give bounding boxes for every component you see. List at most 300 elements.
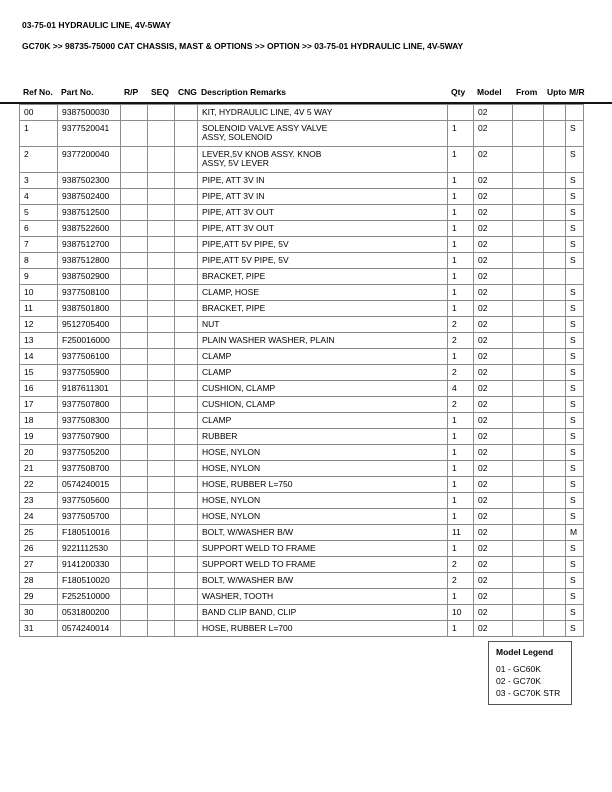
cell-from bbox=[513, 221, 544, 237]
cell-upto bbox=[544, 317, 566, 333]
cell-description bbox=[198, 589, 448, 605]
cell-rp bbox=[121, 205, 148, 221]
cell-ref-no: 5 bbox=[20, 205, 58, 221]
table-row bbox=[20, 429, 584, 445]
cell-seq bbox=[148, 413, 175, 429]
cell-cng bbox=[175, 205, 198, 221]
description-line: BOLT, W/WASHER B/W bbox=[202, 574, 294, 585]
cell-rp bbox=[121, 621, 148, 637]
cell-qty: 1 bbox=[448, 477, 474, 493]
cell-part-no: 0531800200 bbox=[58, 605, 121, 621]
cell-mr: S bbox=[566, 429, 584, 445]
cell-mr: S bbox=[566, 381, 584, 397]
cell-part-no: 9377505700 bbox=[58, 509, 121, 525]
cell-seq bbox=[148, 557, 175, 573]
cell-cng bbox=[175, 445, 198, 461]
cell-mr: S bbox=[566, 557, 584, 573]
cell-cng bbox=[175, 557, 198, 573]
cell-rp bbox=[121, 317, 148, 333]
cell-part-no: 0574240014 bbox=[58, 621, 121, 637]
cell-upto bbox=[544, 221, 566, 237]
cell-mr: S bbox=[566, 477, 584, 493]
cell-seq bbox=[148, 147, 175, 173]
cell-ref-no: 31 bbox=[20, 621, 58, 637]
cell-part-no: 9377505200 bbox=[58, 445, 121, 461]
cell-part-no: F252510000 bbox=[58, 589, 121, 605]
column-header-upto: Upto bbox=[547, 87, 567, 97]
cell-ref-no: 18 bbox=[20, 413, 58, 429]
cell-upto bbox=[544, 173, 566, 189]
cell-seq bbox=[148, 397, 175, 413]
cell-description bbox=[198, 349, 448, 365]
cell-cng bbox=[175, 413, 198, 429]
cell-from bbox=[513, 397, 544, 413]
cell-ref-no: 12 bbox=[20, 317, 58, 333]
cell-seq bbox=[148, 333, 175, 349]
cell-cng bbox=[175, 285, 198, 301]
cell-description bbox=[198, 189, 448, 205]
cell-upto bbox=[544, 589, 566, 605]
column-header-qty: Qty bbox=[451, 87, 466, 97]
cell-model: 02 bbox=[474, 621, 513, 637]
table-row bbox=[20, 445, 584, 461]
model-legend-item: 03 - GC70K STR bbox=[496, 688, 561, 698]
cell-part-no: 9387502400 bbox=[58, 189, 121, 205]
cell-mr: S bbox=[566, 301, 584, 317]
cell-model: 02 bbox=[474, 381, 513, 397]
page-title: 03-75-01 HYDRAULIC LINE, 4V-5WAY bbox=[22, 20, 171, 30]
cell-cng bbox=[175, 269, 198, 285]
cell-upto bbox=[544, 621, 566, 637]
cell-seq bbox=[148, 445, 175, 461]
cell-cng bbox=[175, 381, 198, 397]
cell-description bbox=[198, 221, 448, 237]
cell-description bbox=[198, 429, 448, 445]
cell-model: 02 bbox=[474, 269, 513, 285]
cell-seq bbox=[148, 509, 175, 525]
table-row bbox=[20, 301, 584, 317]
table-row bbox=[20, 121, 584, 147]
table-row bbox=[20, 397, 584, 413]
cell-mr: S bbox=[566, 189, 584, 205]
cell-upto bbox=[544, 205, 566, 221]
cell-mr bbox=[566, 269, 584, 285]
description-line: PLAIN WASHER WASHER, PLAIN bbox=[202, 334, 335, 345]
cell-upto bbox=[544, 397, 566, 413]
cell-description bbox=[198, 317, 448, 333]
cell-from bbox=[513, 461, 544, 477]
cell-mr: S bbox=[566, 333, 584, 349]
cell-seq bbox=[148, 301, 175, 317]
cell-cng bbox=[175, 493, 198, 509]
cell-from bbox=[513, 269, 544, 285]
cell-model: 02 bbox=[474, 253, 513, 269]
cell-model: 02 bbox=[474, 301, 513, 317]
table-row bbox=[20, 147, 584, 173]
cell-upto bbox=[544, 573, 566, 589]
cell-from bbox=[513, 493, 544, 509]
column-header-from: From bbox=[516, 87, 538, 97]
cell-cng bbox=[175, 121, 198, 147]
cell-description bbox=[198, 253, 448, 269]
table-row bbox=[20, 557, 584, 573]
cell-model: 02 bbox=[474, 221, 513, 237]
cell-cng bbox=[175, 541, 198, 557]
cell-part-no: 9377507800 bbox=[58, 397, 121, 413]
cell-model: 02 bbox=[474, 413, 513, 429]
cell-from bbox=[513, 621, 544, 637]
description-line: PIPE, ATT 3V OUT bbox=[202, 206, 274, 217]
description-line: LEVER,5V KNOB ASSY. KNOB bbox=[202, 148, 322, 159]
cell-description bbox=[198, 237, 448, 253]
cell-seq bbox=[148, 589, 175, 605]
cell-seq bbox=[148, 605, 175, 621]
cell-model: 02 bbox=[474, 557, 513, 573]
cell-mr: S bbox=[566, 461, 584, 477]
cell-description bbox=[198, 301, 448, 317]
cell-description bbox=[198, 509, 448, 525]
cell-mr: S bbox=[566, 605, 584, 621]
cell-model: 02 bbox=[474, 477, 513, 493]
cell-rp bbox=[121, 237, 148, 253]
table-row bbox=[20, 253, 584, 269]
cell-from bbox=[513, 525, 544, 541]
cell-rp bbox=[121, 477, 148, 493]
column-header-ref-no: Ref No. bbox=[23, 87, 53, 97]
cell-seq bbox=[148, 573, 175, 589]
cell-from bbox=[513, 253, 544, 269]
cell-ref-no: 10 bbox=[20, 285, 58, 301]
cell-from bbox=[513, 237, 544, 253]
cell-seq bbox=[148, 493, 175, 509]
cell-qty: 1 bbox=[448, 173, 474, 189]
cell-rp bbox=[121, 445, 148, 461]
cell-model: 02 bbox=[474, 573, 513, 589]
cell-qty: 1 bbox=[448, 301, 474, 317]
cell-mr: S bbox=[566, 445, 584, 461]
table-row bbox=[20, 221, 584, 237]
cell-part-no: 9387512700 bbox=[58, 237, 121, 253]
cell-from bbox=[513, 573, 544, 589]
cell-cng bbox=[175, 349, 198, 365]
cell-upto bbox=[544, 349, 566, 365]
cell-ref-no: 28 bbox=[20, 573, 58, 589]
cell-qty: 2 bbox=[448, 365, 474, 381]
table-row bbox=[20, 205, 584, 221]
cell-seq bbox=[148, 285, 175, 301]
cell-rp bbox=[121, 253, 148, 269]
cell-model: 02 bbox=[474, 105, 513, 121]
header-row bbox=[19, 82, 583, 97]
cell-seq bbox=[148, 189, 175, 205]
cell-rp bbox=[121, 365, 148, 381]
cell-ref-no: 13 bbox=[20, 333, 58, 349]
cell-from bbox=[513, 349, 544, 365]
cell-upto bbox=[544, 413, 566, 429]
parts-table bbox=[19, 104, 584, 637]
column-header-seq: SEQ bbox=[151, 87, 169, 97]
cell-qty: 1 bbox=[448, 221, 474, 237]
cell-description bbox=[198, 605, 448, 621]
cell-ref-no: 8 bbox=[20, 253, 58, 269]
description-line: SUPPORT WELD TO FRAME bbox=[202, 558, 316, 569]
cell-seq bbox=[148, 105, 175, 121]
cell-seq bbox=[148, 121, 175, 147]
cell-part-no: F180510016 bbox=[58, 525, 121, 541]
cell-cng bbox=[175, 333, 198, 349]
cell-part-no: 9221112530 bbox=[58, 541, 121, 557]
table-row bbox=[20, 477, 584, 493]
cell-part-no: 0574240015 bbox=[58, 477, 121, 493]
cell-description bbox=[198, 573, 448, 589]
cell-rp bbox=[121, 147, 148, 173]
cell-seq bbox=[148, 365, 175, 381]
cell-upto bbox=[544, 365, 566, 381]
cell-model: 02 bbox=[474, 429, 513, 445]
cell-upto bbox=[544, 253, 566, 269]
description-line: HOSE, NYLON bbox=[202, 494, 261, 505]
cell-qty: 1 bbox=[448, 237, 474, 253]
description-line: BRACKET, PIPE bbox=[202, 270, 266, 281]
cell-upto bbox=[544, 605, 566, 621]
cell-rp bbox=[121, 557, 148, 573]
cell-description bbox=[198, 105, 448, 121]
cell-upto bbox=[544, 541, 566, 557]
description-line: WASHER, TOOTH bbox=[202, 590, 274, 601]
cell-mr: S bbox=[566, 205, 584, 221]
cell-seq bbox=[148, 461, 175, 477]
cell-upto bbox=[544, 525, 566, 541]
cell-qty: 1 bbox=[448, 509, 474, 525]
cell-ref-no: 20 bbox=[20, 445, 58, 461]
table-row bbox=[20, 317, 584, 333]
cell-part-no: 9377200040 bbox=[58, 147, 121, 173]
description-line: CUSHION, CLAMP bbox=[202, 382, 276, 393]
cell-from bbox=[513, 589, 544, 605]
cell-upto bbox=[544, 557, 566, 573]
cell-description bbox=[198, 621, 448, 637]
table-row bbox=[20, 349, 584, 365]
model-legend-items bbox=[496, 663, 569, 699]
cell-mr: S bbox=[566, 237, 584, 253]
cell-part-no: 9187611301 bbox=[58, 381, 121, 397]
cell-mr: S bbox=[566, 589, 584, 605]
cell-mr: M bbox=[566, 525, 584, 541]
cell-part-no: 9512705400 bbox=[58, 317, 121, 333]
cell-qty: 1 bbox=[448, 189, 474, 205]
cell-qty: 2 bbox=[448, 317, 474, 333]
table-row bbox=[20, 173, 584, 189]
cell-upto bbox=[544, 477, 566, 493]
cell-ref-no: 26 bbox=[20, 541, 58, 557]
cell-model: 02 bbox=[474, 147, 513, 173]
cell-rp bbox=[121, 605, 148, 621]
cell-rp bbox=[121, 397, 148, 413]
description-line: CLAMP bbox=[202, 350, 232, 361]
cell-qty: 2 bbox=[448, 557, 474, 573]
cell-cng bbox=[175, 105, 198, 121]
cell-rp bbox=[121, 221, 148, 237]
cell-seq bbox=[148, 237, 175, 253]
cell-ref-no: 9 bbox=[20, 269, 58, 285]
column-header-description: Description Remarks bbox=[201, 87, 287, 97]
description-line: KIT, HYDRAULIC LINE, 4V 5 WAY bbox=[202, 106, 333, 117]
cell-ref-no: 16 bbox=[20, 381, 58, 397]
cell-rp bbox=[121, 121, 148, 147]
cell-cng bbox=[175, 237, 198, 253]
cell-rp bbox=[121, 285, 148, 301]
table-row bbox=[20, 365, 584, 381]
table-row bbox=[20, 589, 584, 605]
table-row bbox=[20, 237, 584, 253]
column-header-rp: R/P bbox=[124, 87, 139, 97]
cell-upto bbox=[544, 461, 566, 477]
description-line: CLAMP bbox=[202, 366, 232, 377]
column-header-mr: M/R bbox=[569, 87, 585, 97]
cell-model: 02 bbox=[474, 605, 513, 621]
cell-cng bbox=[175, 301, 198, 317]
cell-part-no: 9377508300 bbox=[58, 413, 121, 429]
cell-rp bbox=[121, 381, 148, 397]
cell-ref-no: 30 bbox=[20, 605, 58, 621]
cell-cng bbox=[175, 525, 198, 541]
cell-seq bbox=[148, 381, 175, 397]
table-row bbox=[20, 381, 584, 397]
cell-qty: 1 bbox=[448, 445, 474, 461]
cell-ref-no: 11 bbox=[20, 301, 58, 317]
cell-cng bbox=[175, 605, 198, 621]
cell-mr: S bbox=[566, 285, 584, 301]
cell-model: 02 bbox=[474, 205, 513, 221]
cell-model: 02 bbox=[474, 461, 513, 477]
cell-description bbox=[198, 541, 448, 557]
cell-seq bbox=[148, 525, 175, 541]
cell-qty: 1 bbox=[448, 147, 474, 173]
cell-seq bbox=[148, 221, 175, 237]
cell-description bbox=[198, 461, 448, 477]
model-legend bbox=[488, 641, 572, 705]
column-header-model: Model bbox=[477, 87, 502, 97]
cell-description bbox=[198, 413, 448, 429]
cell-upto bbox=[544, 445, 566, 461]
cell-ref-no: 29 bbox=[20, 589, 58, 605]
description-line: PIPE, ATT 3V OUT bbox=[202, 222, 274, 233]
cell-ref-no: 27 bbox=[20, 557, 58, 573]
cell-cng bbox=[175, 477, 198, 493]
cell-seq bbox=[148, 253, 175, 269]
table-row bbox=[20, 285, 584, 301]
cell-seq bbox=[148, 541, 175, 557]
cell-qty: 1 bbox=[448, 589, 474, 605]
cell-qty: 1 bbox=[448, 461, 474, 477]
cell-description bbox=[198, 147, 448, 173]
description-line: BRACKET, PIPE bbox=[202, 302, 266, 313]
cell-seq bbox=[148, 621, 175, 637]
cell-description bbox=[198, 445, 448, 461]
cell-upto bbox=[544, 429, 566, 445]
cell-cng bbox=[175, 429, 198, 445]
table-row bbox=[20, 333, 584, 349]
cell-ref-no: 25 bbox=[20, 525, 58, 541]
description-line: SOLENOID VALVE ASSY VALVE bbox=[202, 122, 328, 133]
cell-description bbox=[198, 285, 448, 301]
cell-rp bbox=[121, 461, 148, 477]
cell-mr: S bbox=[566, 573, 584, 589]
cell-rp bbox=[121, 301, 148, 317]
cell-from bbox=[513, 605, 544, 621]
cell-ref-no: 1 bbox=[20, 121, 58, 147]
cell-from bbox=[513, 173, 544, 189]
description-line: HOSE, NYLON bbox=[202, 446, 261, 457]
cell-mr: S bbox=[566, 317, 584, 333]
cell-mr: S bbox=[566, 509, 584, 525]
cell-qty: 11 bbox=[448, 525, 474, 541]
cell-qty: 1 bbox=[448, 269, 474, 285]
table-row bbox=[20, 525, 584, 541]
cell-model: 02 bbox=[474, 525, 513, 541]
cell-ref-no: 6 bbox=[20, 221, 58, 237]
description-line: ASSY, 5V LEVER bbox=[202, 158, 269, 168]
cell-from bbox=[513, 477, 544, 493]
table-row bbox=[20, 605, 584, 621]
cell-ref-no: 24 bbox=[20, 509, 58, 525]
table-row bbox=[20, 541, 584, 557]
cell-model: 02 bbox=[474, 589, 513, 605]
cell-model: 02 bbox=[474, 189, 513, 205]
cell-from bbox=[513, 429, 544, 445]
cell-ref-no: 21 bbox=[20, 461, 58, 477]
cell-from bbox=[513, 445, 544, 461]
cell-qty: 1 bbox=[448, 541, 474, 557]
cell-cng bbox=[175, 221, 198, 237]
cell-upto bbox=[544, 189, 566, 205]
description-line: RUBBER bbox=[202, 430, 238, 441]
cell-part-no: 9377505600 bbox=[58, 493, 121, 509]
cell-model: 02 bbox=[474, 285, 513, 301]
cell-qty: 2 bbox=[448, 333, 474, 349]
description-line: PIPE, ATT 3V IN bbox=[202, 174, 265, 185]
description-line: PIPE,ATT 5V PIPE, 5V bbox=[202, 238, 289, 249]
cell-rp bbox=[121, 589, 148, 605]
cell-model: 02 bbox=[474, 121, 513, 147]
cell-mr: S bbox=[566, 253, 584, 269]
cell-model: 02 bbox=[474, 173, 513, 189]
column-header-part-no: Part No. bbox=[61, 87, 94, 97]
cell-qty: 10 bbox=[448, 605, 474, 621]
cell-part-no: 9387522600 bbox=[58, 221, 121, 237]
cell-model: 02 bbox=[474, 333, 513, 349]
cell-from bbox=[513, 189, 544, 205]
description-line: CLAMP bbox=[202, 414, 232, 425]
cell-part-no: 9141200330 bbox=[58, 557, 121, 573]
cell-rp bbox=[121, 429, 148, 445]
table-row bbox=[20, 269, 584, 285]
cell-rp bbox=[121, 105, 148, 121]
cell-upto bbox=[544, 509, 566, 525]
cell-qty: 1 bbox=[448, 285, 474, 301]
cell-from bbox=[513, 365, 544, 381]
cell-model: 02 bbox=[474, 237, 513, 253]
cell-mr: S bbox=[566, 541, 584, 557]
cell-upto bbox=[544, 493, 566, 509]
model-legend-item: 01 - GC60K bbox=[496, 664, 541, 674]
cell-description bbox=[198, 477, 448, 493]
description-line: ASSY, SOLENOID bbox=[202, 132, 273, 142]
model-legend-title: Model Legend bbox=[496, 647, 554, 657]
cell-part-no: 9387500030 bbox=[58, 105, 121, 121]
cell-part-no: F250016000 bbox=[58, 333, 121, 349]
cell-mr: S bbox=[566, 493, 584, 509]
